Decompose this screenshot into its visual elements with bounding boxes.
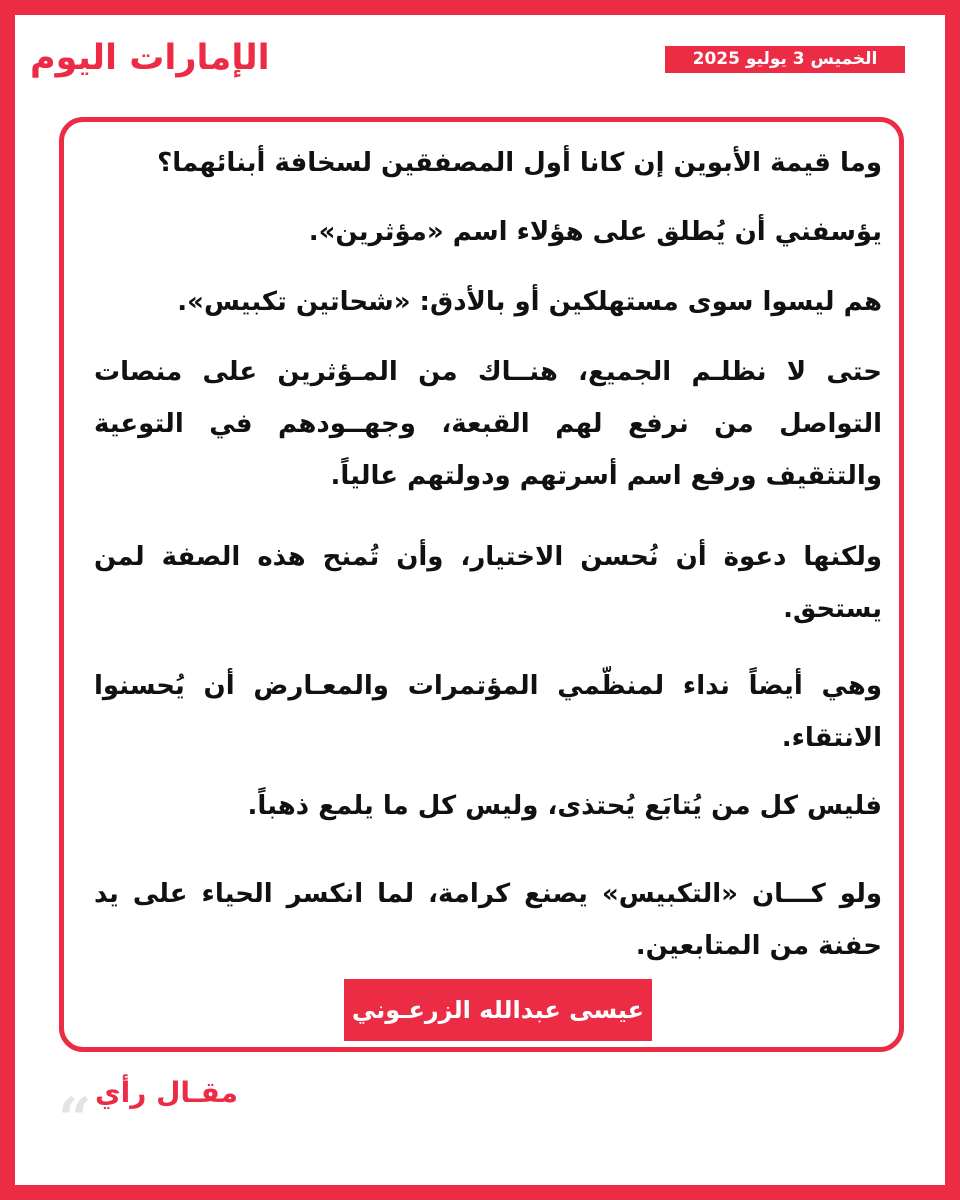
paragraph-1: وما قيمة الأبوين إن كانا أول المصفقين لسخافة أبنائهما؟ (157, 148, 882, 178)
quote-icon: “ (58, 1085, 92, 1153)
paragraph-6: وهي أيضاً نداء لمنظّمي المؤتمرات والمعـارض أن يُحسنوا الانتقاء. (94, 671, 882, 753)
paragraph-2: يؤسفني أن يُطلق على هؤلاء اسم «مؤثرين». (308, 217, 882, 247)
author-name-badge: عيسى عبدالله الزرعـوني (344, 979, 652, 1041)
emarat-alyoum-logo[interactable]: الإمارات اليوم (30, 38, 270, 78)
paragraph-7: فليس كل من يُتابَع يُحتذى، وليس كل ما يلمع ذهباً. (247, 791, 882, 821)
paragraph-8: ولو كـــان «التكبيس» يصنع كرامة، لما انكسر الحياء على يد حفنة من المتابعين. (94, 879, 882, 961)
paragraph-5: ولكنها دعوة أن نُحسن الاختيار، وأن تُمنح هذه الصفة لمن يستحق. (94, 542, 882, 624)
paragraph-4: حتى لا نظلـم الجميع، هنــاك من المـؤثرين على منصات التواصل من نرفع لهم القبعة، وجهــودهم في التوعية والتثقيف ورفع اسم أسرتهم ودولتهم عالياً. (94, 357, 882, 491)
paragraph-3: هم ليسوا سوى مستهلكين أو بالأدق: «شحاتين تكبيس». (177, 287, 882, 317)
date-badge: الخميس 3 يوليو 2025 (665, 46, 905, 73)
opinion-section-label: مقـال رأي (95, 1076, 238, 1109)
